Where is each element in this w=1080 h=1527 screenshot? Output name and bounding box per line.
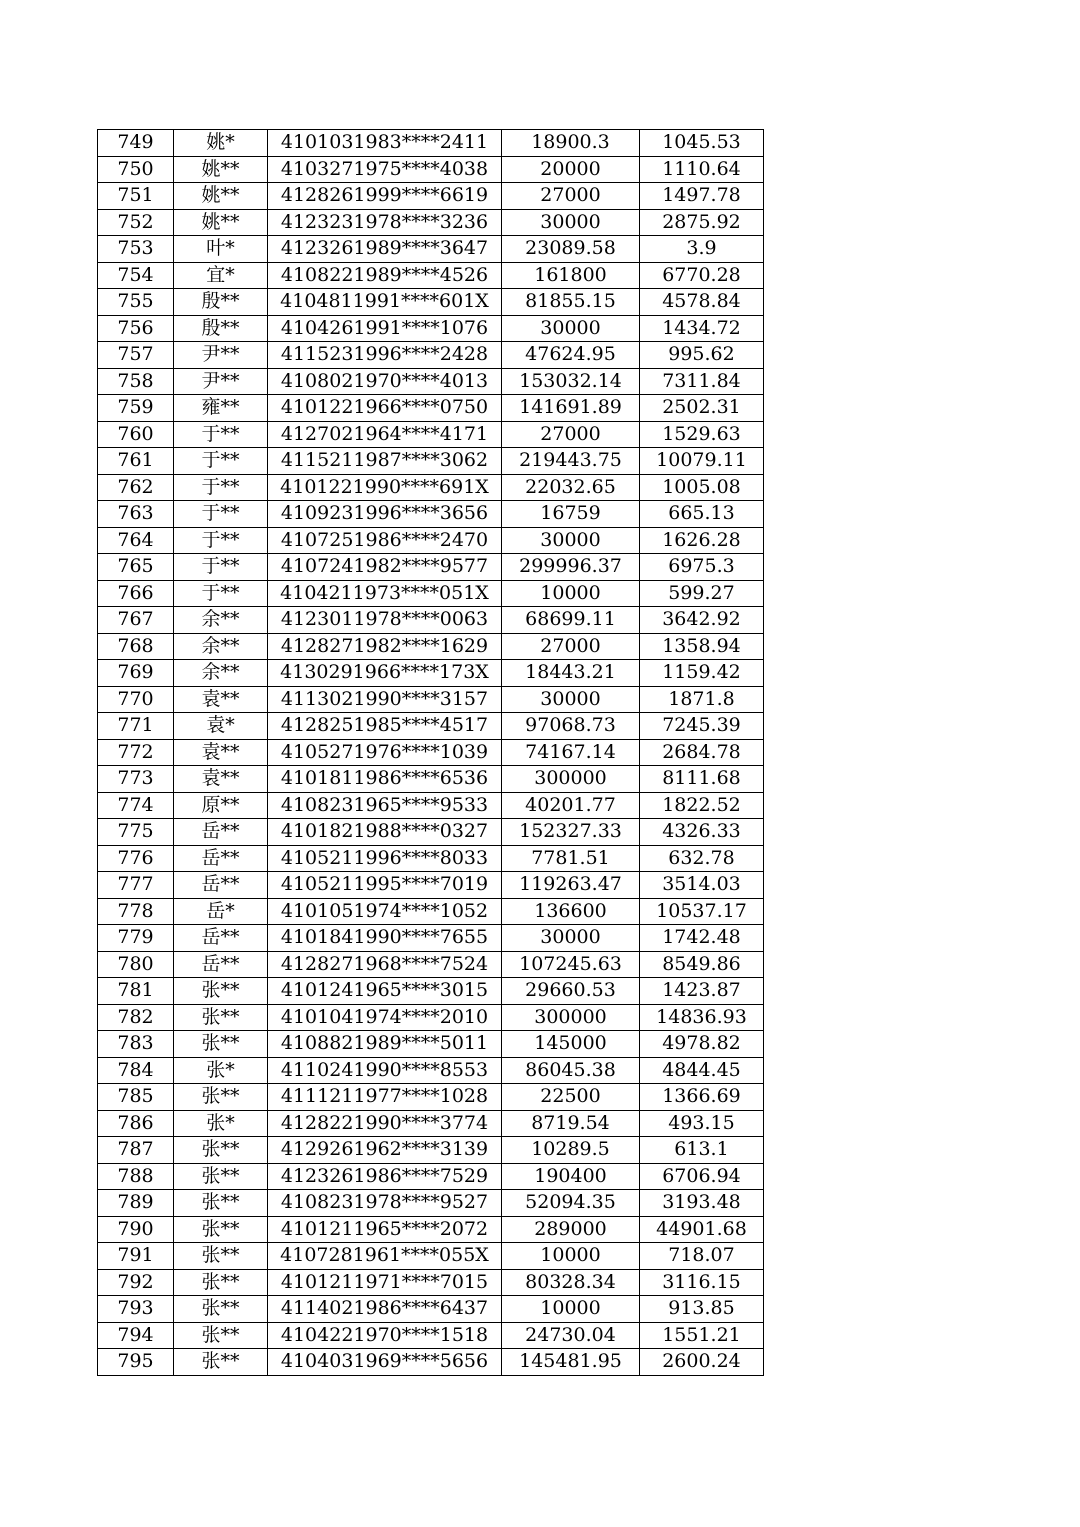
name-cell: 岳**: [174, 925, 268, 952]
table-row: [98, 951, 764, 978]
table-row: [98, 580, 764, 607]
row-number-cell: 749: [98, 130, 174, 157]
name-cell: 姚**: [174, 209, 268, 236]
name-cell: 张**: [174, 1243, 268, 1270]
table-row: [98, 130, 764, 157]
table-row: [98, 395, 764, 422]
interest-cell: 3514.03: [640, 872, 764, 899]
name-cell: 袁*: [174, 713, 268, 740]
id-number-cell: 4104031969****5656: [268, 1349, 502, 1376]
row-number-cell: 792: [98, 1269, 174, 1296]
row-number-cell: 774: [98, 792, 174, 819]
amount-cell: 300000: [502, 1004, 640, 1031]
table-row: [98, 739, 764, 766]
id-number-cell: 4128271968****7524: [268, 951, 502, 978]
row-number-cell: 777: [98, 872, 174, 899]
id-number-cell: 4101041974****2010: [268, 1004, 502, 1031]
amount-cell: 153032.14: [502, 368, 640, 395]
interest-cell: 1045.53: [640, 130, 764, 157]
row-number-cell: 788: [98, 1163, 174, 1190]
interest-cell: 2502.31: [640, 395, 764, 422]
row-number-cell: 791: [98, 1243, 174, 1270]
name-cell: 于**: [174, 474, 268, 501]
id-number-cell: 4105211996****8033: [268, 845, 502, 872]
amount-cell: 80328.34: [502, 1269, 640, 1296]
id-number-cell: 4104221970****1518: [268, 1322, 502, 1349]
interest-cell: 6706.94: [640, 1163, 764, 1190]
id-number-cell: 4101221990****691X: [268, 474, 502, 501]
table-row: [98, 1137, 764, 1164]
data-table: [97, 129, 764, 1376]
amount-cell: 22500: [502, 1084, 640, 1111]
name-cell: 张**: [174, 1216, 268, 1243]
interest-cell: 4844.45: [640, 1057, 764, 1084]
row-number-cell: 751: [98, 183, 174, 210]
interest-cell: 10079.11: [640, 448, 764, 475]
table-row: [98, 183, 764, 210]
table-row: [98, 421, 764, 448]
name-cell: 袁**: [174, 739, 268, 766]
id-number-cell: 4108221989****4526: [268, 262, 502, 289]
row-number-cell: 793: [98, 1296, 174, 1323]
name-cell: 姚**: [174, 156, 268, 183]
amount-cell: 152327.33: [502, 819, 640, 846]
table-row: [98, 1243, 764, 1270]
name-cell: 张**: [174, 1269, 268, 1296]
name-cell: 张*: [174, 1057, 268, 1084]
interest-cell: 4578.84: [640, 289, 764, 316]
id-number-cell: 4128251985****4517: [268, 713, 502, 740]
table-row: [98, 1057, 764, 1084]
amount-cell: 119263.47: [502, 872, 640, 899]
table-row: [98, 766, 764, 793]
interest-cell: 2684.78: [640, 739, 764, 766]
amount-cell: 8719.54: [502, 1110, 640, 1137]
amount-cell: 16759: [502, 501, 640, 528]
name-cell: 雍**: [174, 395, 268, 422]
row-number-cell: 784: [98, 1057, 174, 1084]
name-cell: 姚*: [174, 130, 268, 157]
interest-cell: 14836.93: [640, 1004, 764, 1031]
table-row: [98, 792, 764, 819]
amount-cell: 145000: [502, 1031, 640, 1058]
name-cell: 岳**: [174, 872, 268, 899]
id-number-cell: 4105271976****1039: [268, 739, 502, 766]
amount-cell: 68699.11: [502, 607, 640, 634]
amount-cell: 136600: [502, 898, 640, 925]
interest-cell: 2600.24: [640, 1349, 764, 1376]
interest-cell: 1497.78: [640, 183, 764, 210]
name-cell: 张**: [174, 1190, 268, 1217]
row-number-cell: 769: [98, 660, 174, 687]
id-number-cell: 4103271975****4038: [268, 156, 502, 183]
row-number-cell: 765: [98, 554, 174, 581]
name-cell: 张*: [174, 1110, 268, 1137]
row-number-cell: 776: [98, 845, 174, 872]
name-cell: 岳**: [174, 951, 268, 978]
row-number-cell: 786: [98, 1110, 174, 1137]
id-number-cell: 4123231978****3236: [268, 209, 502, 236]
table-row: [98, 368, 764, 395]
amount-cell: 74167.14: [502, 739, 640, 766]
name-cell: 于**: [174, 501, 268, 528]
name-cell: 于**: [174, 527, 268, 554]
interest-cell: 1434.72: [640, 315, 764, 342]
row-number-cell: 790: [98, 1216, 174, 1243]
id-number-cell: 4101211971****7015: [268, 1269, 502, 1296]
table-row: [98, 1349, 764, 1376]
id-number-cell: 4113021990****3157: [268, 686, 502, 713]
table-row: [98, 898, 764, 925]
id-number-cell: 4104811991****601X: [268, 289, 502, 316]
table-row: [98, 156, 764, 183]
name-cell: 张**: [174, 1322, 268, 1349]
amount-cell: 18900.3: [502, 130, 640, 157]
row-number-cell: 762: [98, 474, 174, 501]
amount-cell: 219443.75: [502, 448, 640, 475]
name-cell: 张**: [174, 1004, 268, 1031]
name-cell: 张**: [174, 1137, 268, 1164]
table-row: [98, 713, 764, 740]
amount-cell: 10289.5: [502, 1137, 640, 1164]
name-cell: 张**: [174, 978, 268, 1005]
id-number-cell: 4108021970****4013: [268, 368, 502, 395]
interest-cell: 3193.48: [640, 1190, 764, 1217]
interest-cell: 3642.92: [640, 607, 764, 634]
row-number-cell: 768: [98, 633, 174, 660]
table-row: [98, 1190, 764, 1217]
table-row: [98, 315, 764, 342]
table-row: [98, 289, 764, 316]
row-number-cell: 781: [98, 978, 174, 1005]
interest-cell: 995.62: [640, 342, 764, 369]
id-number-cell: 4107281961****055X: [268, 1243, 502, 1270]
table-row: [98, 209, 764, 236]
amount-cell: 29660.53: [502, 978, 640, 1005]
name-cell: 张**: [174, 1296, 268, 1323]
table-row: [98, 1110, 764, 1137]
id-number-cell: 4101211965****2072: [268, 1216, 502, 1243]
name-cell: 余**: [174, 660, 268, 687]
table-row: [98, 448, 764, 475]
amount-cell: 20000: [502, 156, 640, 183]
id-number-cell: 4128271982****1629: [268, 633, 502, 660]
table-row: [98, 262, 764, 289]
amount-cell: 299996.37: [502, 554, 640, 581]
row-number-cell: 754: [98, 262, 174, 289]
row-number-cell: 772: [98, 739, 174, 766]
interest-cell: 4326.33: [640, 819, 764, 846]
interest-cell: 7311.84: [640, 368, 764, 395]
id-number-cell: 4115231996****2428: [268, 342, 502, 369]
row-number-cell: 773: [98, 766, 174, 793]
row-number-cell: 753: [98, 236, 174, 263]
id-number-cell: 4101811986****6536: [268, 766, 502, 793]
table-row: [98, 925, 764, 952]
interest-cell: 493.15: [640, 1110, 764, 1137]
interest-cell: 2875.92: [640, 209, 764, 236]
id-number-cell: 4101241965****3015: [268, 978, 502, 1005]
interest-cell: 1529.63: [640, 421, 764, 448]
row-number-cell: 785: [98, 1084, 174, 1111]
amount-cell: 30000: [502, 925, 640, 952]
table-row: [98, 978, 764, 1005]
interest-cell: 6975.3: [640, 554, 764, 581]
name-cell: 袁**: [174, 766, 268, 793]
name-cell: 袁**: [174, 686, 268, 713]
interest-cell: 718.07: [640, 1243, 764, 1270]
interest-cell: 1423.87: [640, 978, 764, 1005]
row-number-cell: 763: [98, 501, 174, 528]
amount-cell: 18443.21: [502, 660, 640, 687]
amount-cell: 7781.51: [502, 845, 640, 872]
row-number-cell: 787: [98, 1137, 174, 1164]
table-row: [98, 1004, 764, 1031]
amount-cell: 47624.95: [502, 342, 640, 369]
id-number-cell: 4123261986****7529: [268, 1163, 502, 1190]
amount-cell: 30000: [502, 315, 640, 342]
id-number-cell: 4104211973****051X: [268, 580, 502, 607]
interest-cell: 3116.15: [640, 1269, 764, 1296]
id-number-cell: 4114021986****6437: [268, 1296, 502, 1323]
interest-cell: 44901.68: [640, 1216, 764, 1243]
id-number-cell: 4128221990****3774: [268, 1110, 502, 1137]
interest-cell: 3.9: [640, 236, 764, 263]
id-number-cell: 4108821989****5011: [268, 1031, 502, 1058]
id-number-cell: 4111211977****1028: [268, 1084, 502, 1111]
table-row: [98, 1031, 764, 1058]
amount-cell: 81855.15: [502, 289, 640, 316]
amount-cell: 10000: [502, 1296, 640, 1323]
amount-cell: 145481.95: [502, 1349, 640, 1376]
amount-cell: 10000: [502, 580, 640, 607]
name-cell: 于**: [174, 421, 268, 448]
row-number-cell: 767: [98, 607, 174, 634]
row-number-cell: 795: [98, 1349, 174, 1376]
interest-cell: 1005.08: [640, 474, 764, 501]
amount-cell: 22032.65: [502, 474, 640, 501]
name-cell: 尹**: [174, 342, 268, 369]
name-cell: 叶*: [174, 236, 268, 263]
interest-cell: 8111.68: [640, 766, 764, 793]
interest-cell: 1871.8: [640, 686, 764, 713]
row-number-cell: 783: [98, 1031, 174, 1058]
name-cell: 张**: [174, 1349, 268, 1376]
id-number-cell: 4108231978****9527: [268, 1190, 502, 1217]
id-number-cell: 4107241982****9577: [268, 554, 502, 581]
row-number-cell: 789: [98, 1190, 174, 1217]
interest-cell: 6770.28: [640, 262, 764, 289]
id-number-cell: 4108231965****9533: [268, 792, 502, 819]
interest-cell: 1159.42: [640, 660, 764, 687]
id-number-cell: 4110241990****8553: [268, 1057, 502, 1084]
interest-cell: 665.13: [640, 501, 764, 528]
table-row: [98, 1163, 764, 1190]
interest-cell: 1551.21: [640, 1322, 764, 1349]
amount-cell: 300000: [502, 766, 640, 793]
name-cell: 宜*: [174, 262, 268, 289]
name-cell: 于**: [174, 448, 268, 475]
name-cell: 余**: [174, 607, 268, 634]
row-number-cell: 778: [98, 898, 174, 925]
name-cell: 于**: [174, 580, 268, 607]
name-cell: 尹**: [174, 368, 268, 395]
row-number-cell: 766: [98, 580, 174, 607]
amount-cell: 23089.58: [502, 236, 640, 263]
amount-cell: 289000: [502, 1216, 640, 1243]
id-number-cell: 4101051974****1052: [268, 898, 502, 925]
row-number-cell: 775: [98, 819, 174, 846]
amount-cell: 141691.89: [502, 395, 640, 422]
amount-cell: 161800: [502, 262, 640, 289]
row-number-cell: 755: [98, 289, 174, 316]
name-cell: 张**: [174, 1084, 268, 1111]
name-cell: 于**: [174, 554, 268, 581]
name-cell: 张**: [174, 1163, 268, 1190]
id-number-cell: 4123261989****3647: [268, 236, 502, 263]
table-row: [98, 1084, 764, 1111]
id-number-cell: 4101031983****2411: [268, 130, 502, 157]
id-number-cell: 4101821988****0327: [268, 819, 502, 846]
name-cell: 张**: [174, 1031, 268, 1058]
id-number-cell: 4101841990****7655: [268, 925, 502, 952]
row-number-cell: 770: [98, 686, 174, 713]
id-number-cell: 4128261999****6619: [268, 183, 502, 210]
row-number-cell: 779: [98, 925, 174, 952]
id-number-cell: 4123011978****0063: [268, 607, 502, 634]
name-cell: 殷**: [174, 315, 268, 342]
amount-cell: 40201.77: [502, 792, 640, 819]
amount-cell: 10000: [502, 1243, 640, 1270]
table-row: [98, 342, 764, 369]
table-row: [98, 819, 764, 846]
name-cell: 姚**: [174, 183, 268, 210]
interest-cell: 10537.17: [640, 898, 764, 925]
table-row: [98, 1296, 764, 1323]
amount-cell: 190400: [502, 1163, 640, 1190]
id-number-cell: 4107251986****2470: [268, 527, 502, 554]
interest-cell: 8549.86: [640, 951, 764, 978]
table-row: [98, 501, 764, 528]
interest-cell: 1822.52: [640, 792, 764, 819]
row-number-cell: 756: [98, 315, 174, 342]
interest-cell: 1366.69: [640, 1084, 764, 1111]
table-row: [98, 607, 764, 634]
table-row: [98, 474, 764, 501]
id-number-cell: 4105211995****7019: [268, 872, 502, 899]
interest-cell: 7245.39: [640, 713, 764, 740]
table-body: [98, 130, 764, 1376]
row-number-cell: 759: [98, 395, 174, 422]
table-row: [98, 1322, 764, 1349]
id-number-cell: 4104261991****1076: [268, 315, 502, 342]
name-cell: 岳**: [174, 845, 268, 872]
amount-cell: 97068.73: [502, 713, 640, 740]
interest-cell: 1742.48: [640, 925, 764, 952]
amount-cell: 30000: [502, 527, 640, 554]
table-row: [98, 660, 764, 687]
interest-cell: 1626.28: [640, 527, 764, 554]
row-number-cell: 758: [98, 368, 174, 395]
name-cell: 岳**: [174, 819, 268, 846]
amount-cell: 86045.38: [502, 1057, 640, 1084]
interest-cell: 4978.82: [640, 1031, 764, 1058]
amount-cell: 52094.35: [502, 1190, 640, 1217]
amount-cell: 107245.63: [502, 951, 640, 978]
table-row: [98, 1216, 764, 1243]
table-row: [98, 554, 764, 581]
interest-cell: 613.1: [640, 1137, 764, 1164]
id-number-cell: 4109231996****3656: [268, 501, 502, 528]
id-number-cell: 4129261962****3139: [268, 1137, 502, 1164]
interest-cell: 1110.64: [640, 156, 764, 183]
row-number-cell: 771: [98, 713, 174, 740]
row-number-cell: 760: [98, 421, 174, 448]
interest-cell: 913.85: [640, 1296, 764, 1323]
name-cell: 岳*: [174, 898, 268, 925]
row-number-cell: 757: [98, 342, 174, 369]
amount-cell: 27000: [502, 633, 640, 660]
interest-cell: 1358.94: [640, 633, 764, 660]
table-row: [98, 845, 764, 872]
amount-cell: 30000: [502, 686, 640, 713]
name-cell: 余**: [174, 633, 268, 660]
table-row: [98, 633, 764, 660]
name-cell: 原**: [174, 792, 268, 819]
table-row: [98, 236, 764, 263]
id-number-cell: 4101221966****0750: [268, 395, 502, 422]
row-number-cell: 761: [98, 448, 174, 475]
row-number-cell: 794: [98, 1322, 174, 1349]
id-number-cell: 4130291966****173X: [268, 660, 502, 687]
amount-cell: 27000: [502, 183, 640, 210]
row-number-cell: 780: [98, 951, 174, 978]
row-number-cell: 752: [98, 209, 174, 236]
interest-cell: 632.78: [640, 845, 764, 872]
name-cell: 殷**: [174, 289, 268, 316]
table-row: [98, 527, 764, 554]
table-row: [98, 1269, 764, 1296]
id-number-cell: 4115211987****3062: [268, 448, 502, 475]
row-number-cell: 750: [98, 156, 174, 183]
amount-cell: 27000: [502, 421, 640, 448]
table-row: [98, 872, 764, 899]
table-row: [98, 686, 764, 713]
row-number-cell: 764: [98, 527, 174, 554]
row-number-cell: 782: [98, 1004, 174, 1031]
interest-cell: 599.27: [640, 580, 764, 607]
id-number-cell: 4127021964****4171: [268, 421, 502, 448]
amount-cell: 24730.04: [502, 1322, 640, 1349]
amount-cell: 30000: [502, 209, 640, 236]
